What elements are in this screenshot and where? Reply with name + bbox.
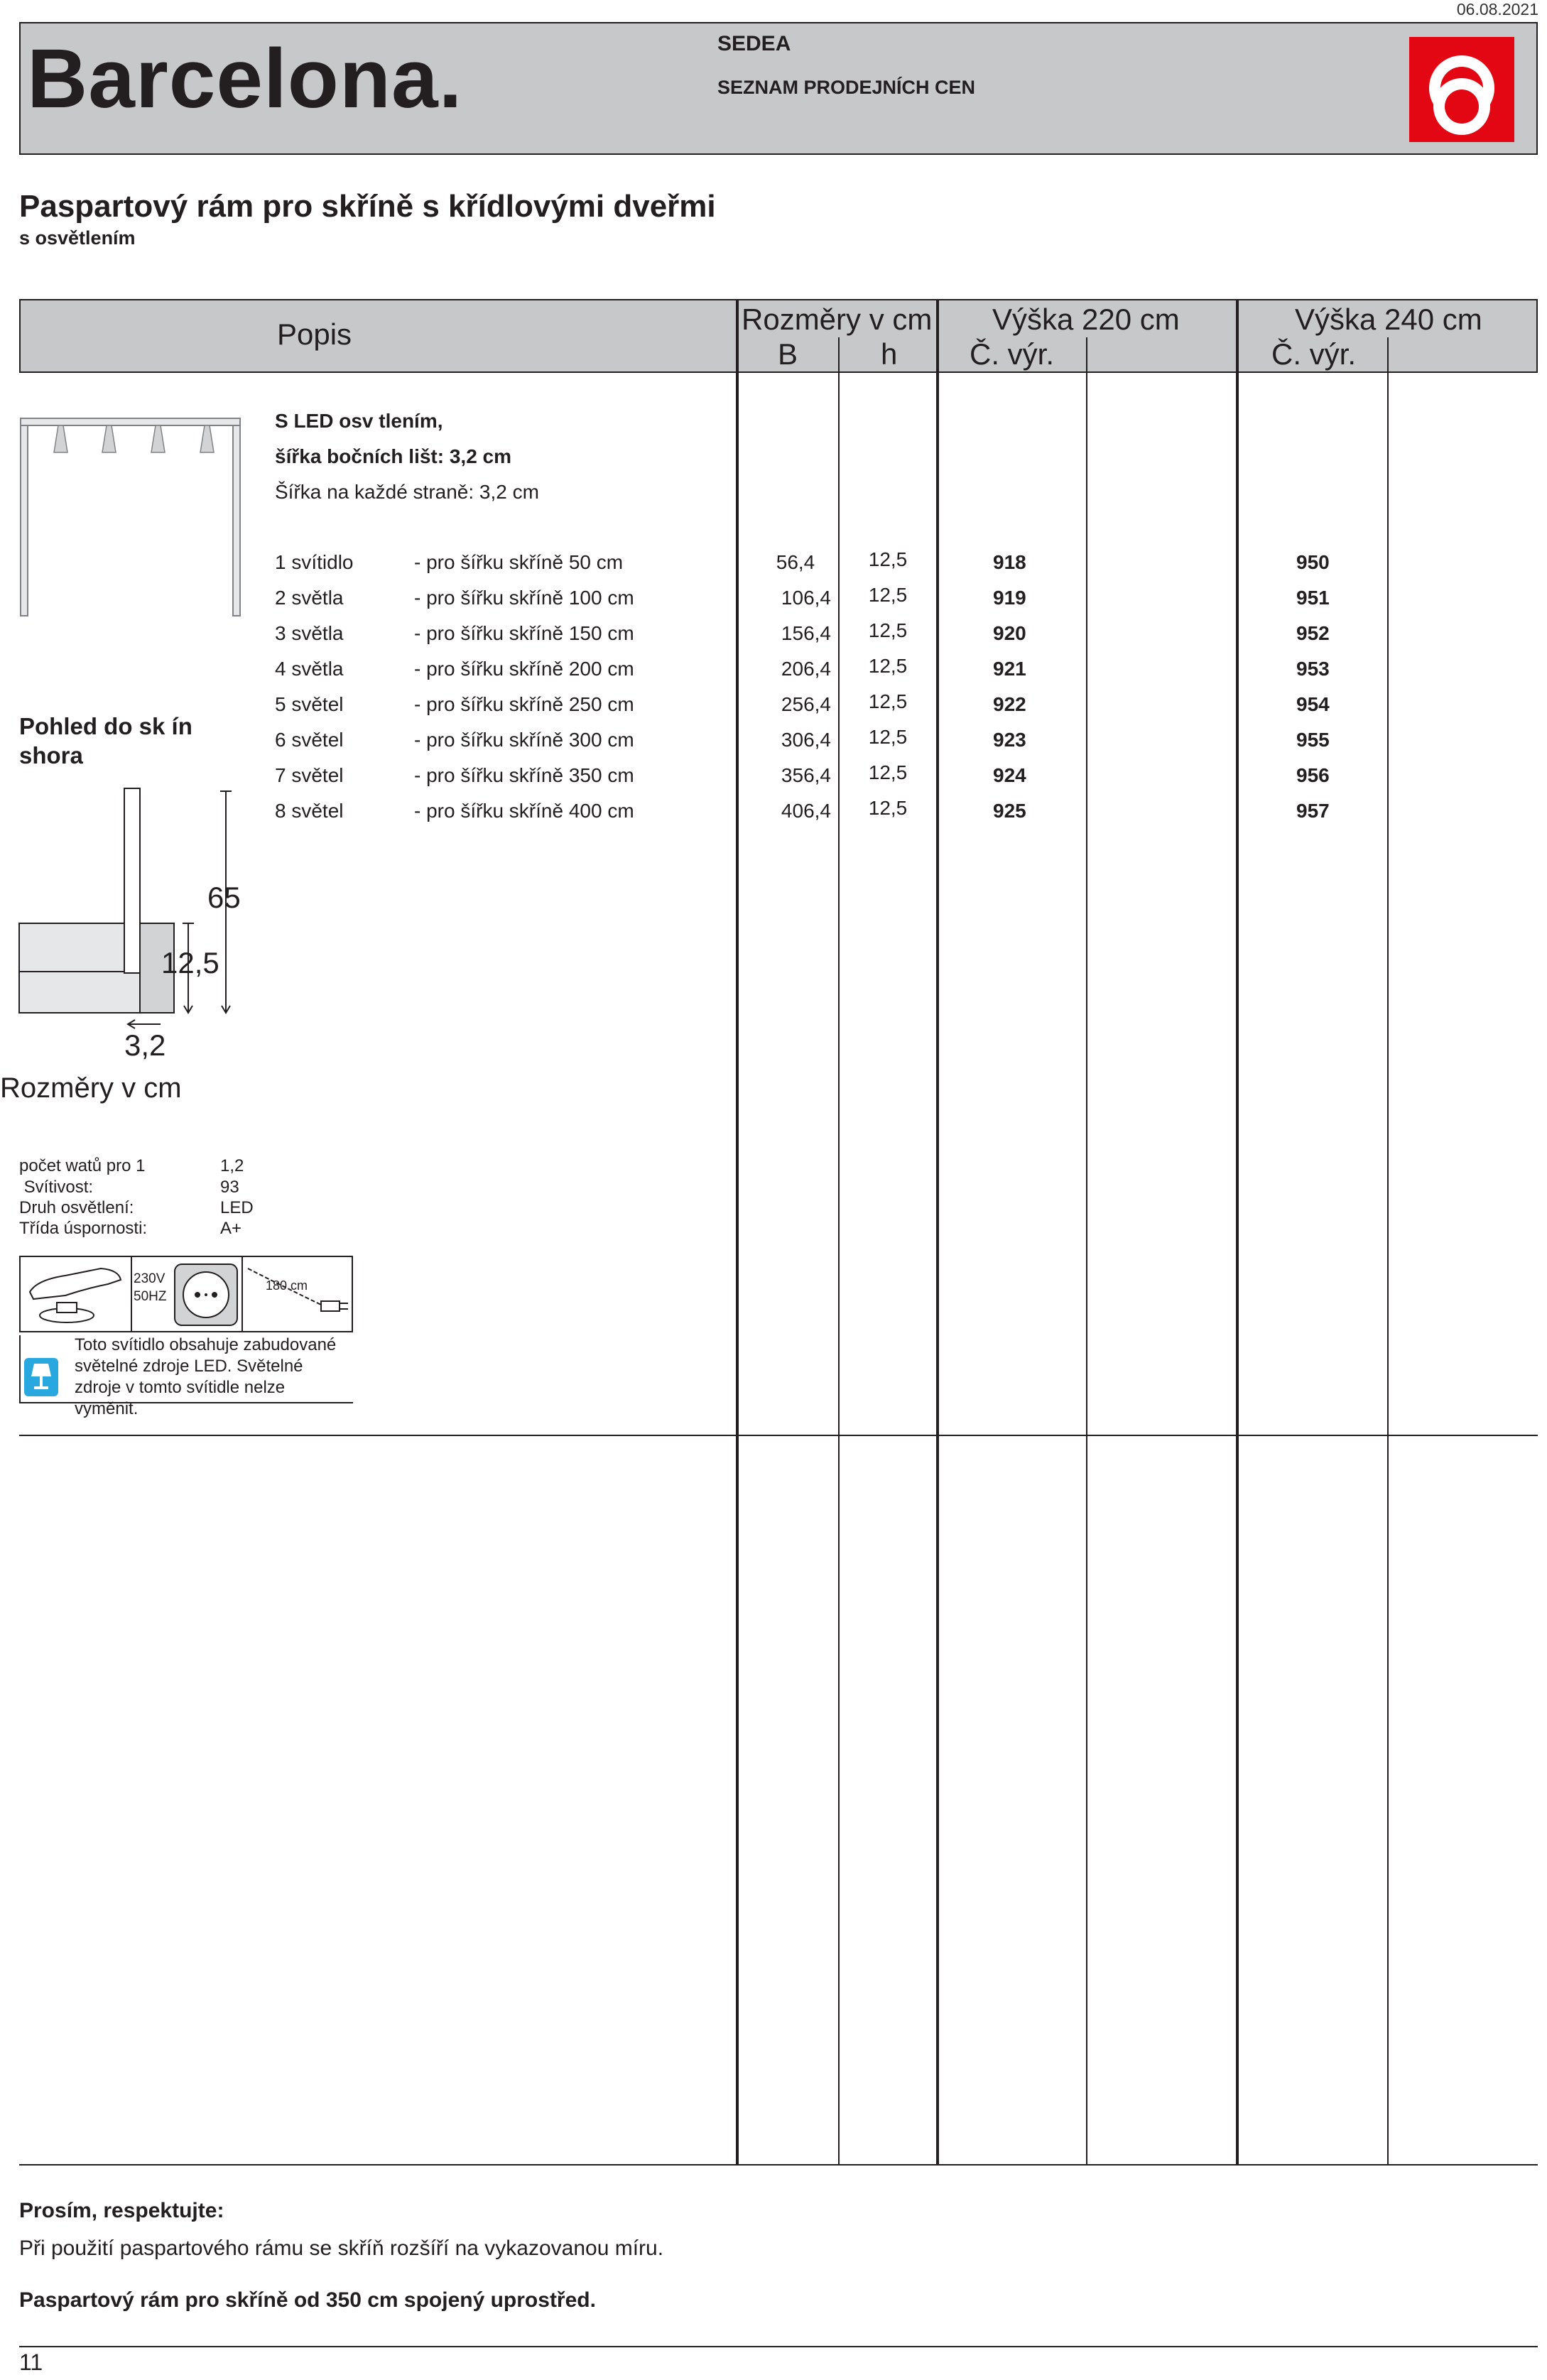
row-label: 1 svítidlo xyxy=(275,551,354,573)
foot-switch-icon xyxy=(23,1260,128,1330)
print-date: 06.08.2021 xyxy=(1456,0,1538,18)
row-art220: 923 xyxy=(993,729,1026,751)
row-label: 3 světla xyxy=(275,622,344,644)
row-desc: - pro šířku skříně 400 cm xyxy=(414,800,634,822)
row-b: 356,4 xyxy=(781,764,831,786)
row-art240: 956 xyxy=(1296,764,1330,786)
voltage-label: 230V xyxy=(134,1271,165,1286)
row-art240: 954 xyxy=(1296,693,1330,715)
dim-32-label: 3,2 xyxy=(124,1028,166,1062)
row-desc: - pro šířku skříně 150 cm xyxy=(414,622,634,644)
col-cvyr-220: Č. výr. xyxy=(970,337,1055,371)
spec-value: LED xyxy=(220,1198,254,1217)
grid-line xyxy=(1387,337,1389,2166)
row-b: 156,4 xyxy=(781,622,831,644)
row-b: 406,4 xyxy=(781,800,831,822)
col-vyska220: Výška 220 cm xyxy=(992,303,1180,336)
dim-125-label: 12,5 xyxy=(161,946,219,979)
row-label: 2 světla xyxy=(275,587,344,609)
brand-title: Barcelona. xyxy=(27,32,463,126)
spec-label: počet watů pro 1 xyxy=(19,1156,146,1175)
row-art220: 918 xyxy=(993,551,1026,573)
row-art240: 952 xyxy=(1296,622,1330,644)
row-art240: 953 xyxy=(1296,658,1330,680)
top-view-label-2: shora xyxy=(19,742,83,768)
spec-label: Třída úspornosti: xyxy=(19,1219,148,1238)
row-b: 256,4 xyxy=(781,693,831,715)
grid-line xyxy=(131,1256,132,1332)
row-art220: 920 xyxy=(993,622,1026,644)
row-b: 206,4 xyxy=(781,658,831,680)
row-h: 12,5 xyxy=(868,726,908,748)
footer-line-1: Při použití paspartového rámu se skříň rozšíří na vykazovanou míru. xyxy=(19,2237,664,2260)
frequency-label: 50HZ xyxy=(134,1289,167,1304)
led-note-line: Toto svítidlo obsahuje zabudované xyxy=(75,1335,337,1354)
row-h: 12,5 xyxy=(868,548,908,570)
col-rozmery: Rozměry v cm xyxy=(742,303,933,336)
row-h: 12,5 xyxy=(868,797,908,819)
page-number: 11 xyxy=(19,2349,43,2375)
col-h: h xyxy=(881,337,898,371)
footer-heading: Prosím, respektujte: xyxy=(19,2199,224,2222)
grid-line xyxy=(1086,337,1087,2166)
row-art240: 950 xyxy=(1296,551,1330,573)
row-desc: - pro šířku skříně 300 cm xyxy=(414,729,634,751)
row-art240: 955 xyxy=(1296,729,1330,751)
section-divider xyxy=(19,2164,1538,2166)
power-socket-icon xyxy=(173,1263,239,1327)
dim-65-label: 65 xyxy=(207,881,241,914)
row-art220: 922 xyxy=(993,693,1026,715)
row-label: 6 světel xyxy=(275,729,344,751)
grid-line xyxy=(838,337,840,2166)
desc-line-3: Šířka na každé straně: 3,2 cm xyxy=(275,481,539,503)
row-label: 4 světla xyxy=(275,658,344,680)
desc-line-1: S LED osv tlením, xyxy=(275,410,443,432)
row-art240: 951 xyxy=(1296,587,1330,609)
row-art220: 921 xyxy=(993,658,1026,680)
led-note-line: zdroje v tomto svítidle nelze xyxy=(75,1378,286,1397)
top-view-label-1: Pohled do sk ín xyxy=(19,713,192,739)
col-vyska240: Výška 240 cm xyxy=(1295,303,1482,336)
row-desc: - pro šířku skříně 200 cm xyxy=(414,658,634,680)
col-popis: Popis xyxy=(277,317,352,351)
grid-line xyxy=(736,299,739,2166)
row-desc: - pro šířku skříně 50 cm xyxy=(414,551,624,573)
cable-length-label: 180 cm xyxy=(266,1278,308,1293)
led-note-line: vyměnit. xyxy=(75,1399,139,1418)
row-b: 56,4 xyxy=(776,551,815,573)
row-art220: 924 xyxy=(993,764,1026,786)
manufacturer-name: SEDEA xyxy=(717,32,791,55)
price-list-label: SEZNAM PRODEJNÍCH CEN xyxy=(717,77,976,98)
spec-label: Druh osvětlení: xyxy=(19,1198,134,1217)
row-art220: 925 xyxy=(993,800,1026,822)
row-desc: - pro šířku skříně 100 cm xyxy=(414,587,634,609)
product-subtitle: s osvětlením xyxy=(19,227,136,249)
row-desc: - pro šířku skříně 350 cm xyxy=(414,764,634,786)
row-b: 106,4 xyxy=(781,587,831,609)
row-b: 306,4 xyxy=(781,729,831,751)
spec-value: 1,2 xyxy=(220,1156,244,1175)
frame-front-drawing xyxy=(19,415,243,618)
row-label: 5 světel xyxy=(275,693,344,715)
row-desc: - pro šířku skříně 250 cm xyxy=(414,693,634,715)
desc-line-2: šířka bočních lišt: 3,2 cm xyxy=(275,445,512,467)
row-art240: 957 xyxy=(1296,800,1330,822)
brand-logo-icon xyxy=(1409,37,1514,142)
grid-line xyxy=(241,1256,243,1332)
section-divider xyxy=(19,2346,1538,2347)
row-art220: 919 xyxy=(993,587,1026,609)
row-h: 12,5 xyxy=(868,690,908,712)
spec-value: A+ xyxy=(220,1219,242,1238)
section-divider xyxy=(19,1435,1538,1436)
row-label: 8 světel xyxy=(275,800,344,822)
row-h: 12,5 xyxy=(868,619,908,641)
grid-line xyxy=(1236,299,1239,2166)
row-h: 12,5 xyxy=(868,584,908,606)
col-cvyr-240: Č. výr. xyxy=(1271,337,1357,371)
col-b: B xyxy=(778,337,798,371)
footer-line-2: Paspartový rám pro skříně od 350 cm spojený uprostřed. xyxy=(19,2288,596,2312)
power-cable-icon xyxy=(244,1260,351,1330)
row-h: 12,5 xyxy=(868,761,908,783)
dims-caption: Rozměry v cm xyxy=(0,1072,182,1104)
spec-label: Svítivost: xyxy=(19,1178,94,1197)
row-label: 7 světel xyxy=(275,764,344,786)
row-h: 12,5 xyxy=(868,655,908,677)
lamp-icon xyxy=(24,1358,58,1396)
grid-line xyxy=(936,299,939,2166)
spec-value: 93 xyxy=(220,1178,239,1197)
product-title: Paspartový rám pro skříně s křídlovými dveřmi xyxy=(19,189,716,224)
led-note-line: světelné zdroje LED. Světelné xyxy=(75,1357,303,1376)
